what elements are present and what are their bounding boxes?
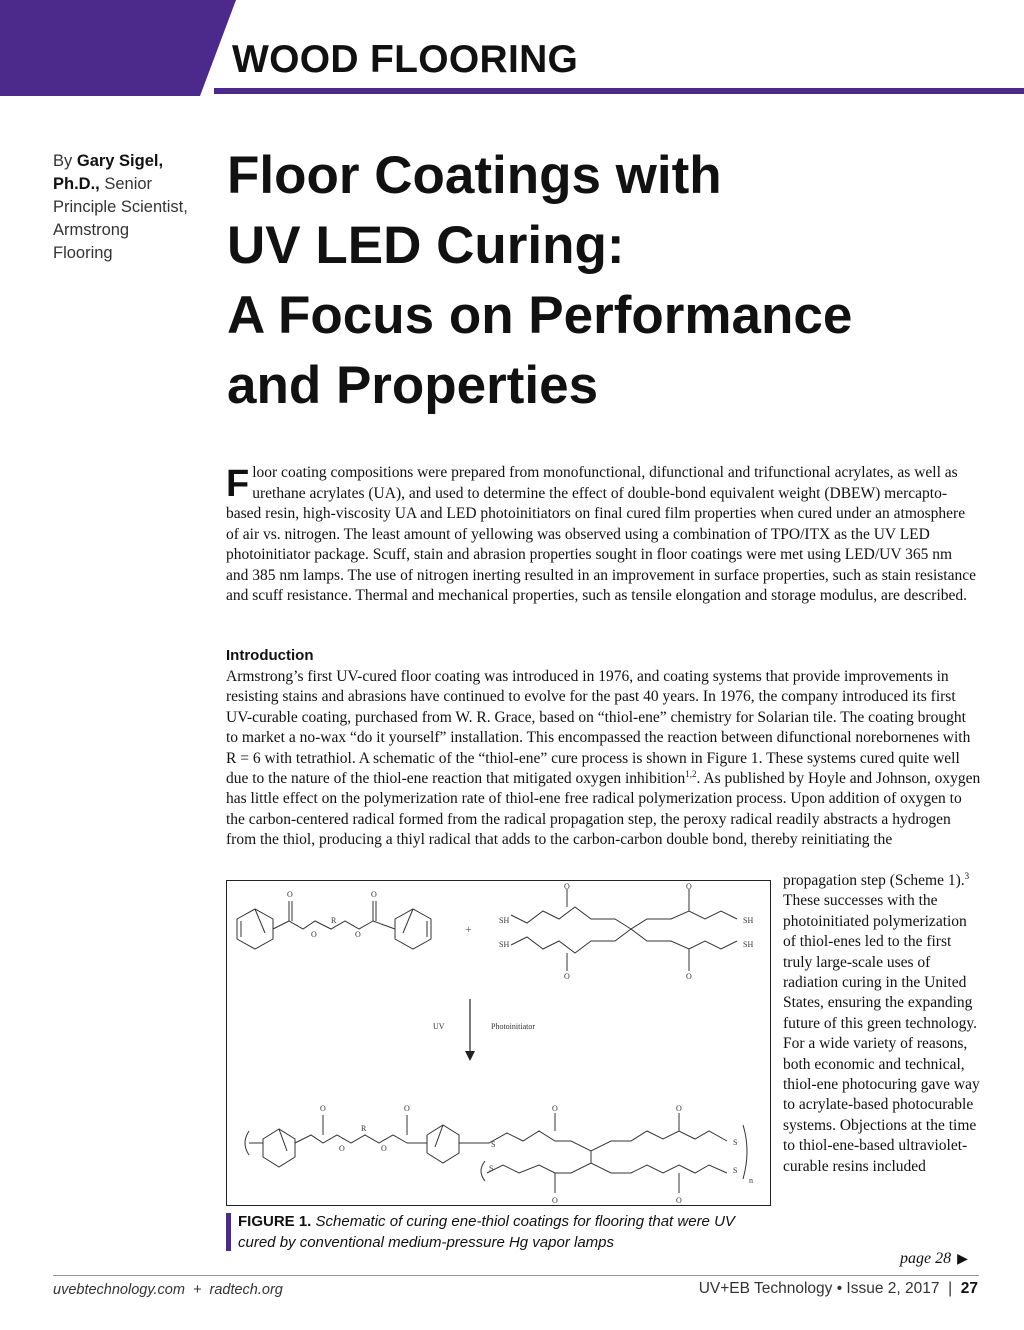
citation-3: 3 [964,870,970,881]
oxygen-label: O [552,1196,558,1205]
oxygen-label: O [339,1144,345,1153]
oxygen-label: O [676,1196,682,1205]
oxygen-label: O [320,1104,326,1113]
footer-issue [699,1280,978,1298]
header-rule [214,88,1024,94]
page-number: 27 [960,1280,978,1297]
title-line-2: UV LED Curing: [227,216,625,275]
repeat-unit-n: n [749,1176,753,1185]
author-name: Gary Sigel, [76,152,164,170]
thiol-label: SH [743,940,754,949]
intro-paragraph [226,667,981,851]
citation-1-2: 1,2 [685,768,697,779]
intro-heading: Introduction [226,647,314,664]
photoinitiator-label: Photoinitiator [491,1022,535,1031]
intro-side-column [783,871,983,1177]
oxygen-label: O [686,972,692,981]
figure-caption-text: Schematic of curing ene-thiol coatings for flooring that were UV cured by conventional medium-pressure Hg vapor lamps [238,1213,735,1251]
triangle-right-icon: ▶ [957,1252,968,1267]
abstract [226,463,978,607]
thiol-label: SH [743,916,754,925]
author-degree: Ph.D., [53,175,100,193]
footer-websites: uvebtechnology.com + radtech.org [53,1282,283,1298]
continued-link[interactable] [900,1250,968,1268]
reaction-arrowhead [465,1051,475,1061]
sulfur-label: S [489,1164,494,1173]
sulfur-label: S [733,1138,738,1147]
header-accent-band [0,0,236,96]
oxygen-label: O [311,930,317,939]
continued-page[interactable]: page 28 [900,1250,952,1267]
oxygen-label: O [355,930,361,939]
drop-cap: F [226,463,250,505]
oxygen-label: O [404,1104,410,1113]
oxygen-label: O [371,890,377,899]
plus-sign: + [465,922,472,936]
byline-prefix: By [53,152,73,170]
r-group-label: R [331,916,337,925]
oxygen-label: O [552,1104,558,1113]
figure-1-schematic [226,880,771,1206]
oxygen-label: O [564,972,570,981]
sulfur-label: S [491,1140,496,1149]
figure-label: FIGURE 1. [238,1213,312,1230]
sulfur-label: S [733,1166,738,1175]
side-text-2: These successes with the photoinitiated polymerization of thiol-enes led to the first truly large-scale uses of radiation curing in the United States, ensuring the expanding future of this green technology. For a wide variety of reasons, both economic and technical, thiol-ene photocuring gave way to acrylate-based photocurable systems. Objections at the time to thiol-ene-based ultraviolet-curable resins included [783,892,980,1175]
byline [53,150,223,265]
thiol-label: SH [499,916,510,925]
figure-caption [238,1212,758,1253]
tetrathiol-structure [511,889,737,971]
author-role: Senior [99,175,153,193]
abstract-text: loor coating compositions were prepared from monofunctional, difunctional and trifunctional acrylates, as well as urethane acrylates (UA), and used to determine the effect of double-bond equivalent weight (DBEW) mercapto-based resin, high-viscosity UA and LED photoinitiators on final cured film properties when cured under an atmosphere of air vs. nitrogen. The least amount of yellowing was observed using a combination of TPO/ITX as the UV LED photoinitiator package. Scuff, stain and abrasion properties sought in floor coatings were met using LED/UV 365 nm and 385 nm lamps. The use of nitrogen inerting resulted in an improvement in surface properties, such as stain resistance and scuff resistance. Thermal and mechanical properties, such as tensile elongation and storage modulus, are described. [226,464,976,604]
title-line-3: A Focus on Performance [227,286,853,345]
author-company-2: Flooring [53,244,113,262]
oxygen-label: O [676,1104,682,1113]
title-line-1: Floor Coatings with [227,146,722,205]
title-line-4: and Properties [227,356,599,415]
intro-text-1: Armstrong’s first UV-cured floor coating was introduced in 1976, and coating systems that provide improvements in resisting stains and abrasions have continued to evolve for the past 40 years. In 1976, the company introduced its first UV-curable coating, purchased from W. R. Grace, based on “thiol-ene” chemistry for Solarian tile. The coating brought to market a no-wax “do it yourself” installation. This encompassed the reaction between difunctional norebornenes with R = 6 with tetrathiol. A schematic of the “thiol-ene” cure process is shown in Figure 1. These systems cured quite well due to the nature of the thiol-ene reaction that mitigated oxygen inhibition [226,668,971,788]
thiol-ene-scheme-drawing [227,881,772,1207]
uv-label: UV [433,1022,445,1031]
article-title [227,141,1007,421]
r-group-label: R [361,1124,367,1133]
side-text-1: propagation step (Scheme 1). [783,872,965,889]
norbornene-diester-structure [237,901,431,949]
author-company-1: Armstrong [53,221,130,239]
section-title: WOOD FLOORING [232,38,579,81]
footer-rule [53,1275,979,1276]
oxygen-label: O [381,1144,387,1153]
thiol-label: SH [499,940,510,949]
author-title: Principle Scientist, [53,198,188,216]
caption-accent-bar [226,1213,231,1251]
oxygen-label: O [287,890,293,899]
oxygen-label: O [564,882,570,891]
oxygen-label: O [686,882,692,891]
footer-issue-text: UV+EB Technology • Issue 2, 2017 | [698,1280,961,1297]
intro-text-2: . As published by Hoyle and Johnson, oxygen has little effect on the polymerization rate of thiol-ene free radical polymerization process. Upon addition of oxygen to the carbon-centered radical formed from the radical propagation step, the peroxy radical readily abstracts a hydrogen from the thiol, producing a thiyl radical that adds to the carbon-carbon double bond, thereby reinitiating the [226,770,981,849]
crosslinked-polymer-structure [245,1113,747,1193]
